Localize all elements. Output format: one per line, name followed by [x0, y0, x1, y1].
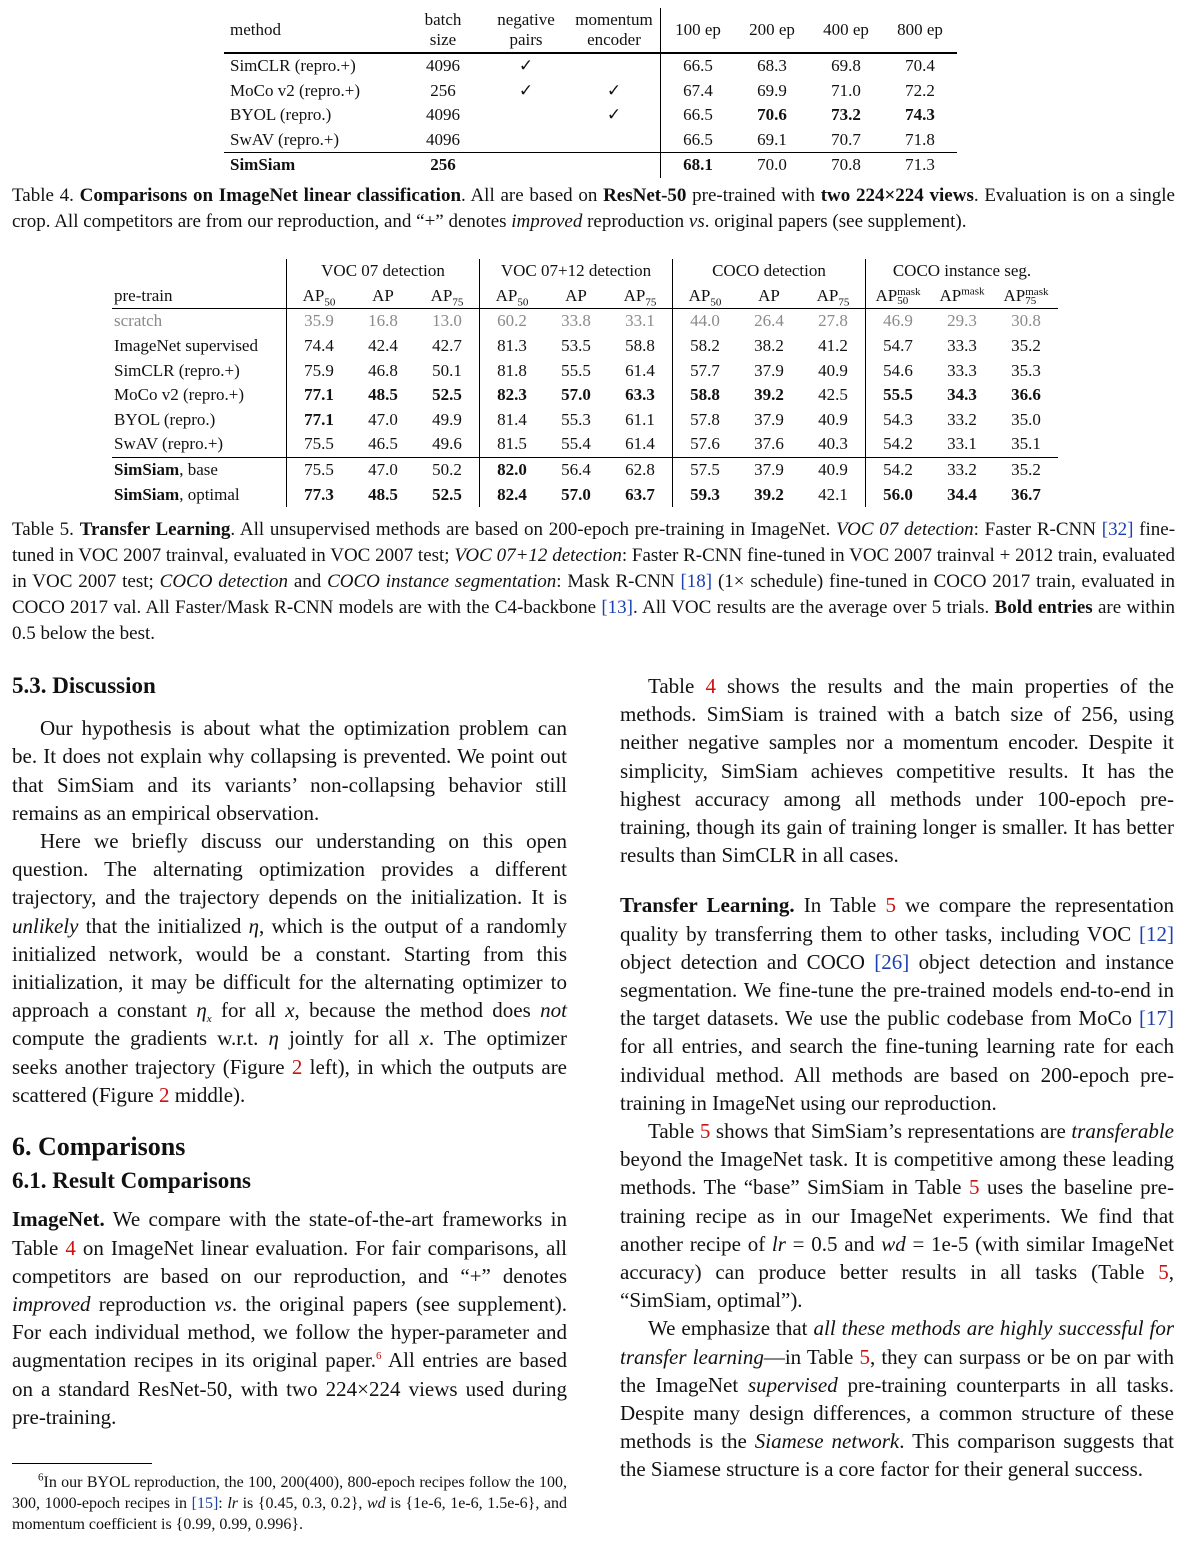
table-link[interactable]: 4 — [65, 1235, 76, 1260]
paragraph: We emphasize that all these methods are highly successful for transfer learning—in Table 5, they can surpass or be on par with the ImageNet supervised pre-training counterparts in all tasks. Despite many design differences, a common structure of these methods is the Siamese network. This comparison suggests that the Siamese structure is a core factor for their general success. — [620, 1316, 1175, 1482]
group-voc0712: VOC 07+12 detection — [480, 259, 673, 284]
paragraph: Table 5 shows that SimSiam’s representations are transferable beyond the ImageNet task. It is competitive among these leading methods. The “base” SimSiam in Table 5 uses the baseline pre-training recipe as in our ImageNet experiments. We find that another recipe of lr = 0.5 and wd = 1e-5 (with similar ImageNet accuracy) can produce better results in all tasks (Table 5, “SimSiam, optimal”). — [620, 1119, 1174, 1313]
cell-value: 46.9 — [866, 309, 931, 334]
footnote-link[interactable]: 6 — [376, 1350, 382, 1363]
table-row — [224, 79, 957, 104]
header-ap: AP — [372, 285, 394, 305]
cell-value: 33.1 — [625, 311, 655, 331]
cell-ep1: 69.9 — [757, 80, 787, 100]
group-voc07: VOC 07 detection — [287, 259, 480, 284]
cell-value: 35.0 — [1011, 409, 1041, 429]
cell-value: 40.3 — [818, 434, 848, 454]
cell-ep0: 66.5 — [661, 103, 736, 128]
cell-value: 49.9 — [432, 409, 462, 429]
cell-batch: 256 — [430, 155, 456, 175]
cell-neg — [484, 153, 568, 178]
table-link[interactable]: 5 — [1158, 1260, 1169, 1285]
cell-value: 63.3 — [625, 385, 655, 405]
cell-mom — [568, 53, 661, 79]
cell-method: SimCLR (repro.+) — [230, 56, 356, 76]
cell-value: 35.3 — [1011, 360, 1041, 380]
paragraph: Our hypothesis is about what the optimization problem can be. It does not explain why collapsing is prevented. We point out that SimSiam and its variants’ non-collapsing behavior still remains as an empirical observation. — [12, 716, 567, 825]
cell-mom — [568, 153, 661, 178]
header-ap: AP — [565, 285, 587, 305]
cell-value: 58.2 — [673, 334, 738, 359]
table-link[interactable]: 5 — [969, 1175, 980, 1200]
cell-value: 46.8 — [368, 360, 398, 380]
cell-value: 27.8 — [818, 311, 848, 331]
header-method: method — [230, 20, 281, 39]
header-400ep: 400 ep — [823, 20, 869, 39]
cell-pretrain: ImageNet supervised — [114, 336, 258, 356]
table5-group-header — [112, 259, 1058, 284]
figure-link[interactable]: 2 — [158, 1082, 170, 1107]
citation-link[interactable]: [18] — [680, 571, 713, 592]
cell-pretrain: SimCLR (repro.+) — [114, 360, 240, 380]
cell-value: 82.4 — [480, 482, 545, 507]
cell-value: 46.5 — [368, 434, 398, 454]
table-row — [112, 358, 1058, 383]
caption-title: Transfer Learning — [79, 519, 231, 540]
cell-ep1: 69.1 — [757, 129, 787, 149]
cell-value: 81.8 — [480, 358, 545, 383]
cell-value: 48.5 — [368, 385, 398, 405]
cell-method: BYOL (repro.) — [230, 105, 332, 125]
cell-ep1: 68.3 — [757, 56, 787, 76]
cell-value: 42.4 — [368, 336, 398, 356]
section-heading-6-1: 6.1. Result Comparisons — [12, 1168, 251, 1194]
cell-value: 63.7 — [625, 484, 655, 504]
cell-value: 40.9 — [818, 460, 848, 480]
cell-neg — [484, 128, 568, 153]
cell-ep0: 66.5 — [661, 128, 736, 153]
cell-value: 36.6 — [1011, 385, 1041, 405]
section-heading-5-3: 5.3. Discussion — [12, 673, 156, 698]
cell-value: 38.2 — [754, 336, 784, 356]
cell-batch: 256 — [430, 80, 456, 100]
group-coco-det: COCO detection — [673, 259, 866, 284]
cell-mom: ✓ — [606, 105, 622, 125]
cell-mom: ✓ — [606, 80, 622, 100]
cell-method: SimSiam — [230, 155, 296, 175]
table-row — [224, 53, 957, 79]
caption-label: Table 5. — [12, 519, 74, 540]
cell-ep3: 72.2 — [905, 80, 935, 100]
cell-value: 35.9 — [287, 309, 352, 334]
cell-pretrain: SimSiam, optimal — [114, 484, 240, 504]
cell-value: 34.4 — [947, 484, 977, 504]
cell-value: 37.9 — [754, 460, 784, 480]
table-row — [112, 457, 1058, 482]
cell-value: 61.1 — [625, 409, 655, 429]
table5-caption: Table 5. Transfer Learning. All unsupervised methods are based on 200-epoch pre-training in ImageNet. VOC 07 detection: Faster R-CNN [32] fine-tuned in VOC 2007 trainval, evaluated in VOC 2007 test; VOC 07+12 detection: Faster R-CNN fine-tuned in VOC 2007 trainval + 2012 train, evaluated in VOC 2007 test; COCO detection and COCO instance segmentation: Mask R-CNN [18] (1× schedule) fine-tuned in COCO 2017 train, evaluated in COCO 2017 val. All Faster/Mask R-CNN models are with the C4-backbone [13]. All VOC results are the average over 5 trials. Bold entries are within 0.5 below the best. — [12, 519, 1176, 644]
cell-pretrain: BYOL (repro.) — [114, 409, 216, 429]
cell-value: 30.8 — [1011, 311, 1041, 331]
cell-value: 56.0 — [866, 482, 931, 507]
header-800ep: 800 ep — [897, 20, 943, 39]
cell-value: 58.8 — [625, 336, 655, 356]
cell-ep3: 71.3 — [905, 155, 935, 175]
cell-value: 16.8 — [368, 311, 398, 331]
cell-value: 33.3 — [947, 336, 977, 356]
cell-ep3: 74.3 — [905, 105, 935, 125]
header-negative-pairs: negative pairs — [497, 10, 555, 49]
header-ap75: $AP_{75}$ — [430, 285, 464, 309]
table-row — [224, 153, 957, 178]
cell-value: 47.0 — [368, 409, 398, 429]
cell-value: 33.8 — [561, 311, 591, 331]
cell-value: 62.8 — [625, 460, 655, 480]
cell-pretrain: SimSiam, base — [114, 460, 218, 480]
cell-ep3: 70.4 — [905, 56, 935, 76]
cell-ep1: 70.0 — [757, 155, 787, 175]
cell-value: 40.9 — [818, 409, 848, 429]
cell-value: 55.4 — [561, 434, 591, 454]
cell-ep2: 70.7 — [831, 129, 861, 149]
cell-value: 58.8 — [673, 383, 738, 408]
cell-value: 29.3 — [947, 311, 977, 331]
cell-value: 81.4 — [480, 408, 545, 433]
cell-neg: ✓ — [518, 56, 534, 76]
cell-value: 60.2 — [480, 309, 545, 334]
table-row — [112, 482, 1058, 507]
cell-value: 54.7 — [866, 334, 931, 359]
cell-value: 57.0 — [561, 484, 591, 504]
citation-link[interactable]: [12] — [1139, 921, 1174, 946]
cell-value: 50.2 — [432, 460, 462, 480]
figure-link[interactable]: 2 — [291, 1054, 303, 1079]
table-link[interactable]: 5 — [885, 893, 897, 918]
cell-value: 81.3 — [480, 334, 545, 359]
cell-value: 57.6 — [673, 432, 738, 457]
table5-metric-header — [112, 284, 1058, 309]
cell-value: 37.9 — [754, 409, 784, 429]
cell-method: SwAV (repro.+) — [230, 129, 340, 149]
table-link[interactable]: 5 — [699, 1119, 711, 1144]
cell-value: 37.6 — [754, 434, 784, 454]
cell-value: 53.5 — [561, 336, 591, 356]
table-row — [224, 103, 957, 128]
citation-link[interactable]: [17] — [1139, 1006, 1174, 1031]
cell-value: 44.0 — [673, 309, 738, 334]
cell-neg: ✓ — [518, 80, 534, 100]
cell-value: 50.1 — [432, 360, 462, 380]
cell-value: 13.0 — [432, 311, 462, 331]
cell-pretrain: MoCo v2 (repro.+) — [114, 385, 244, 405]
footnote-rule — [12, 1463, 152, 1464]
cell-ep0: 67.4 — [661, 79, 736, 104]
cell-value: 81.5 — [480, 432, 545, 457]
header-ap50: $AP_{50}$ — [480, 284, 545, 309]
paragraph: Transfer Learning. In Table 5 we compare the representation quality by transferring them to other tasks, including VOC [12] object detection and COCO [26] object detection and instance segmentation. We fine-tune the pre-trained models end-to-end in the target datasets. We use the public codebase from MoCo [17] for all entries, and search the fine-tuning learning rate for each individual method. All methods are based on 200-epoch pre-training in ImageNet using our reproduction. — [620, 893, 1175, 1115]
cell-value: 39.2 — [754, 484, 784, 504]
cell-value: 33.3 — [947, 360, 977, 380]
cell-value: 48.5 — [368, 484, 398, 504]
cell-value: 54.3 — [866, 408, 931, 433]
cell-value: 35.2 — [1011, 460, 1041, 480]
cell-ep0: 66.5 — [661, 53, 736, 79]
cell-value: 54.2 — [866, 457, 931, 482]
header-ap: AP — [758, 285, 780, 305]
paragraph: Table 4 shows the results and the main properties of the methods. SimSiam is trained with a batch size of 256, using neither negative samples nor a momentum encoder. Despite it simplicity, SimSiam achieves competitive results. It has the highest accuracy among all methods under 100-epoch pre-training, though its gain of training longer is smaller. It has better results than SimCLR in all cases. — [620, 674, 1175, 868]
cell-method: MoCo v2 (repro.+) — [230, 80, 360, 100]
cell-value: 33.2 — [947, 409, 977, 429]
header-ap50: $AP_{50}$ — [287, 284, 352, 309]
cell-ep2: 73.2 — [831, 105, 861, 125]
citation-link[interactable]: [13] — [601, 597, 634, 618]
table4-body — [224, 53, 957, 178]
cell-value: 82.3 — [480, 383, 545, 408]
cell-value: 57.5 — [673, 457, 738, 482]
table-row — [112, 408, 1058, 433]
cell-value: 55.5 — [561, 360, 591, 380]
cell-batch: 4096 — [426, 56, 460, 76]
cell-value: 42.7 — [432, 336, 462, 356]
header-ap50-mask: APmask 50 — [866, 284, 931, 309]
cell-value: 57.8 — [673, 408, 738, 433]
table-row — [112, 334, 1058, 359]
cell-value: 49.6 — [432, 434, 462, 454]
cell-value: 33.1 — [947, 434, 977, 454]
table-5 — [112, 259, 1058, 507]
cell-value: 36.7 — [1011, 484, 1041, 504]
group-coco-seg: COCO instance seg. — [866, 259, 1059, 284]
cell-value: 34.3 — [947, 385, 977, 405]
table-4 — [224, 8, 957, 178]
paragraph: Here we briefly discuss our understanding on this open question. The alternating optimization provides a different trajectory, and the trajectory depends on the initialization. It is unlikely that the initialized η, which is the output of a randomly initialized network, would be a constant. Starting from this initialization, it may be difficult for the alternating optimizer to approach a constant $\eta_x$ for all x, because the method does not compute the gradients w.r.t. η jointly for all x. The optimizer seeks another trajectory (Figure 2 left), in which the outputs are scattered (Figure 2 middle). — [12, 829, 568, 1107]
caption-label: Table 4. — [12, 185, 74, 206]
table4-caption: Table 4. Comparisons on ImageNet linear classification. All are based on ResNet-50 pre-trained with two 224×224 views. Evaluation is on a single crop. All competitors are from our reproduction, and “+” denotes improved reproduction vs. original papers (see supplement). — [12, 185, 1175, 232]
citation-link[interactable]: [26] — [874, 949, 910, 974]
table-row — [112, 432, 1058, 457]
cell-ep3: 71.8 — [905, 129, 935, 149]
cell-batch: 4096 — [426, 105, 460, 125]
header-batch-size: batch size — [424, 10, 462, 49]
header-ap75-mask: APmask 75 — [1003, 285, 1049, 307]
cell-value: 82.0 — [480, 457, 545, 482]
cell-value: 55.3 — [561, 409, 591, 429]
cell-value: 55.5 — [866, 383, 931, 408]
cell-batch: 4096 — [426, 129, 460, 149]
paragraph: ImageNet. We compare with the state-of-the-art frameworks in Table 4 on ImageNet linear evaluation. For fair comparisons, all competitors are based on our reproduction, and “+” denotes improved reproduction vs. the original papers (see supplement). For each individual method, we follow the hyper-parameter and augmentation recipes in its original paper.$^6$ All entries are based on a standard ResNet-50, with two 224×224 views used during pre-training. — [12, 1207, 568, 1429]
cell-ep2: 71.0 — [831, 80, 861, 100]
cell-value: 35.1 — [1011, 434, 1041, 454]
footnote: $^6$In our BYOL reproduction, the 100, 200(400), 800-epoch recipes follow the 100, 300, 1000-epoch recipes in [15]: lr is {0.45, 0.3, 0.2}, wd is {1e-6, 1e-6, 1.5e-6}, and momentum coefficient is {0.99, 0.99, 0.996}. — [12, 1471, 568, 1533]
table5-body — [112, 309, 1058, 507]
cell-pretrain: SwAV (repro.+) — [114, 434, 224, 454]
cell-value: 56.4 — [561, 460, 591, 480]
cell-value: 54.2 — [866, 432, 931, 457]
table-link[interactable]: 4 — [705, 674, 716, 698]
cell-neg — [484, 103, 568, 128]
table-link[interactable]: 5 — [859, 1344, 870, 1369]
section-heading-6: 6. Comparisons — [12, 1132, 186, 1162]
cell-value: 40.9 — [818, 360, 848, 380]
cell-value: 42.1 — [818, 484, 848, 504]
cell-value: 41.2 — [818, 336, 848, 356]
cell-value: 33.2 — [947, 460, 977, 480]
header-momentum-encoder: momentum encoder — [575, 10, 653, 49]
cell-ep1: 70.6 — [757, 105, 787, 125]
cell-value: 42.5 — [818, 385, 848, 405]
right-column — [620, 672, 1174, 1484]
table-row — [224, 128, 957, 153]
cell-value: 57.0 — [561, 385, 591, 405]
cell-value: 77.1 — [287, 383, 352, 408]
cell-ep2: 69.8 — [831, 56, 861, 76]
cell-mom — [568, 128, 661, 153]
cell-value: 52.5 — [432, 484, 462, 504]
cell-value: 37.9 — [754, 360, 784, 380]
cell-value: 77.3 — [287, 482, 352, 507]
cell-value: 75.9 — [287, 358, 352, 383]
cell-value: 77.1 — [287, 408, 352, 433]
header-ap-mask: $AP^{mask}$ — [939, 285, 985, 305]
table-row — [112, 309, 1058, 334]
cell-value: 54.6 — [866, 358, 931, 383]
left-column — [12, 672, 567, 1431]
citation-link[interactable]: [32] — [1101, 519, 1134, 540]
header-100ep: 100 ep — [661, 8, 736, 53]
cell-value: 74.4 — [287, 334, 352, 359]
header-ap75: $AP_{75}$ — [623, 285, 657, 309]
cell-value: 47.0 — [368, 460, 398, 480]
cell-value: 57.7 — [673, 358, 738, 383]
cell-value: 61.4 — [625, 434, 655, 454]
table4-header — [224, 8, 957, 53]
header-200ep: 200 ep — [749, 20, 795, 39]
cell-value: 52.5 — [432, 385, 462, 405]
caption-title: Comparisons on ImageNet linear classification — [79, 185, 462, 206]
cell-value: 75.5 — [287, 432, 352, 457]
cell-value: 39.2 — [754, 385, 784, 405]
cell-value: 61.4 — [625, 360, 655, 380]
citation-link[interactable]: [15] — [191, 1495, 219, 1512]
cell-ep2: 70.8 — [831, 155, 861, 175]
cell-value: 35.2 — [1011, 336, 1041, 356]
cell-ep0: 68.1 — [661, 153, 736, 178]
header-ap50: $AP_{50}$ — [673, 284, 738, 309]
cell-value: 75.5 — [287, 457, 352, 482]
header-pretrain: pre-train — [114, 285, 173, 305]
cell-value: 59.3 — [673, 482, 738, 507]
cell-pretrain: scratch — [114, 311, 163, 331]
header-ap75: $AP_{75}$ — [816, 285, 850, 309]
table-row — [112, 383, 1058, 408]
cell-value: 26.4 — [754, 311, 784, 331]
